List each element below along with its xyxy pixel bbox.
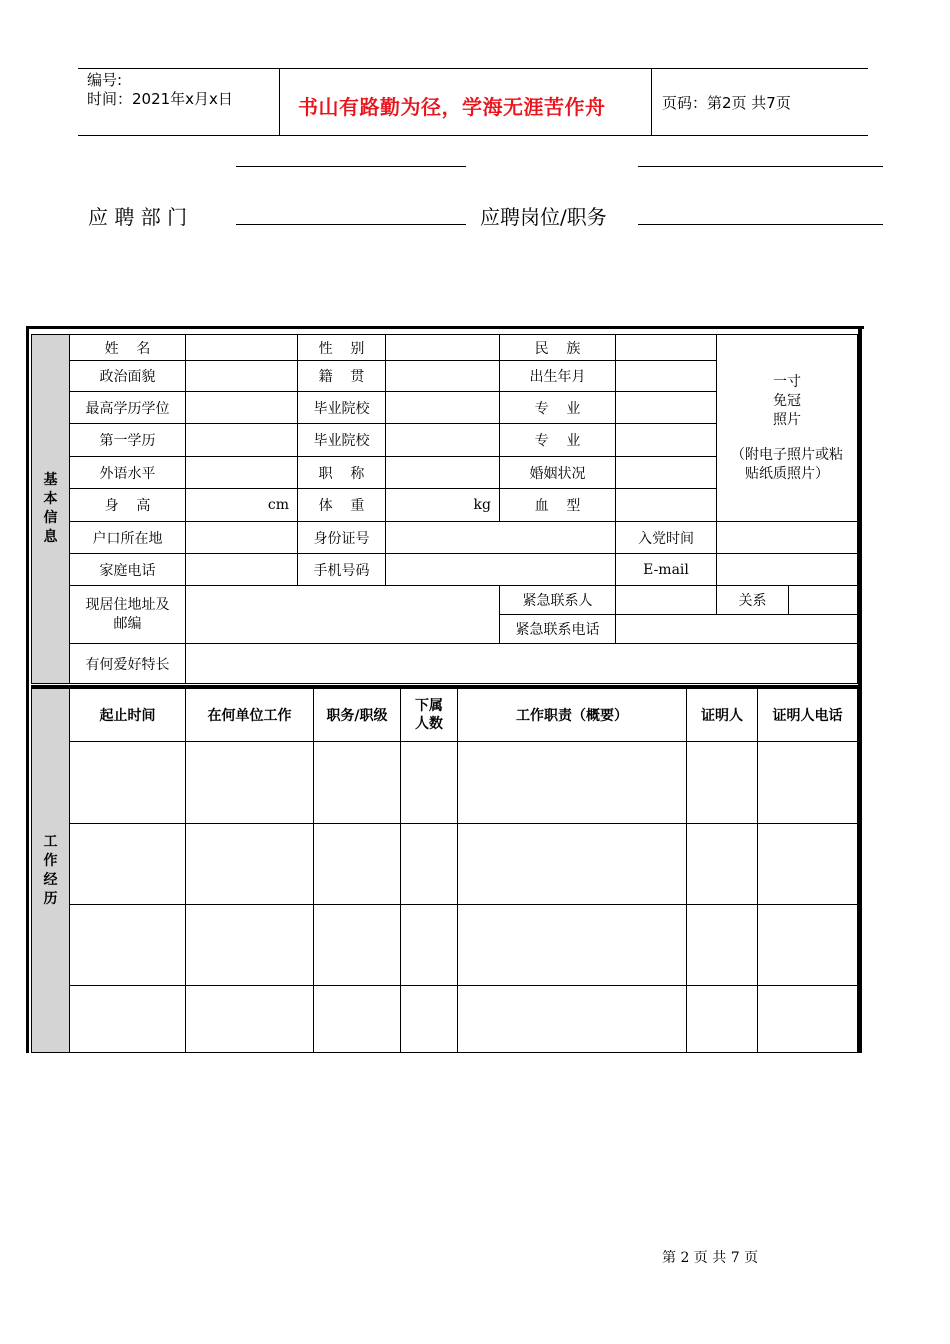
label-id-no: 身份证号 — [298, 522, 386, 554]
cell[interactable] — [70, 905, 186, 986]
field-blood[interactable] — [616, 489, 717, 522]
footer-page: 第 2 页 共 7 页 — [662, 1250, 759, 1266]
cell[interactable] — [401, 824, 458, 905]
cell[interactable] — [687, 986, 758, 1053]
label-origin: 籍 贯 — [298, 361, 386, 392]
cell[interactable] — [186, 905, 314, 986]
cell[interactable] — [458, 824, 687, 905]
work-experience-table — [31, 688, 858, 1053]
field-major[interactable] — [616, 392, 717, 424]
field-emergency[interactable] — [616, 586, 717, 615]
field-origin[interactable] — [386, 361, 500, 392]
field-marital[interactable] — [616, 457, 717, 489]
field-hobbies[interactable] — [186, 644, 858, 684]
header-top-rule — [78, 68, 868, 69]
label-politics: 政治面貌 — [70, 361, 186, 392]
field-top-degree[interactable] — [186, 392, 298, 424]
field-title[interactable] — [386, 457, 500, 489]
cell[interactable] — [314, 824, 401, 905]
label-address: 现居住地址及邮编 — [70, 586, 186, 644]
cell[interactable] — [186, 824, 314, 905]
field-politics[interactable] — [186, 361, 298, 392]
label-blood: 血 型 — [500, 489, 616, 522]
col-witness: 证明人 — [687, 689, 758, 742]
table-row — [32, 986, 858, 1053]
label-height: 身 高 — [70, 489, 186, 522]
cell[interactable] — [186, 742, 314, 824]
field-gender[interactable] — [386, 335, 500, 361]
label-grad-school: 毕业院校 — [298, 392, 386, 424]
field-relation[interactable] — [789, 586, 858, 615]
cell[interactable] — [758, 742, 858, 824]
cell[interactable] — [758, 986, 858, 1053]
label-major-2: 专 业 — [500, 424, 616, 457]
photo-note: （附电子照片或粘贴纸质照片） — [731, 446, 843, 482]
section-label-basic: 基本信息 — [32, 335, 70, 684]
frame-left — [26, 326, 29, 1053]
col-duties: 工作职责（概要） — [458, 689, 687, 742]
label-emergency: 紧急联系人 — [500, 586, 616, 615]
cell[interactable] — [401, 905, 458, 986]
col-subordinates: 下属人数 — [401, 689, 458, 742]
label-grad-school-2: 毕业院校 — [298, 424, 386, 457]
label-email: E-mail — [616, 554, 717, 586]
label-emergency-phone: 紧急联系电话 — [500, 615, 616, 644]
frame-top — [26, 326, 864, 329]
header-divider — [651, 68, 652, 136]
cell[interactable] — [458, 905, 687, 986]
cell[interactable] — [314, 986, 401, 1053]
cell[interactable] — [401, 742, 458, 824]
header-bottom-rule — [78, 135, 868, 136]
serial-label: 编号: — [87, 71, 123, 89]
blank-line — [236, 166, 466, 167]
field-emergency-phone[interactable] — [616, 615, 858, 644]
field-address[interactable] — [186, 586, 500, 644]
field-ethnicity[interactable] — [616, 335, 717, 361]
field-birth[interactable] — [616, 361, 717, 392]
field-mobile[interactable] — [386, 554, 616, 586]
cell[interactable] — [70, 986, 186, 1053]
field-email[interactable] — [717, 554, 858, 586]
cell[interactable] — [70, 824, 186, 905]
label-title: 职 称 — [298, 457, 386, 489]
field-party-date[interactable] — [717, 522, 858, 554]
label-birth: 出生年月 — [500, 361, 616, 392]
label-first-degree: 第一学历 — [70, 424, 186, 457]
cell[interactable] — [401, 986, 458, 1053]
field-weight[interactable] — [386, 489, 500, 522]
label-gender: 性 别 — [298, 335, 386, 361]
page-indicator: 页码：第2页 共7页 — [662, 94, 791, 112]
post-label: 应聘岗位/职务 — [480, 205, 607, 229]
cell[interactable] — [687, 905, 758, 986]
cell[interactable] — [687, 742, 758, 824]
label-weight: 体 重 — [298, 489, 386, 522]
cell[interactable] — [314, 905, 401, 986]
label-hukou: 户口所在地 — [70, 522, 186, 554]
photo-line3: 照片 — [773, 411, 801, 428]
dept-label: 应 聘 部 门 — [88, 205, 188, 229]
col-witness-phone: 证明人电话 — [758, 689, 858, 742]
cell[interactable] — [687, 824, 758, 905]
field-home-phone[interactable] — [186, 554, 298, 586]
label-marital: 婚姻状况 — [500, 457, 616, 489]
slogan: 书山有路勤为径，学海无涯苦作舟 — [298, 95, 606, 119]
label-ethnicity: 民 族 — [500, 335, 616, 361]
label-party-date: 入党时间 — [616, 522, 717, 554]
label-mobile: 手机号码 — [298, 554, 386, 586]
label-major: 专 业 — [500, 392, 616, 424]
cell[interactable] — [314, 742, 401, 824]
post-field[interactable] — [638, 224, 883, 225]
table-row — [32, 824, 858, 905]
label-language: 外语水平 — [70, 457, 186, 489]
photo-box[interactable] — [717, 335, 858, 522]
dept-field[interactable] — [236, 224, 466, 225]
field-name[interactable] — [186, 335, 298, 361]
unit-cm: cm — [267, 497, 289, 513]
cell[interactable] — [458, 986, 687, 1053]
cell[interactable] — [458, 742, 687, 824]
cell[interactable] — [758, 905, 858, 986]
field-height[interactable] — [186, 489, 298, 522]
cell[interactable] — [186, 986, 314, 1053]
photo-line2: 免冠 — [773, 392, 801, 409]
basic-info-table — [31, 334, 858, 684]
cell[interactable] — [758, 824, 858, 905]
field-hukou[interactable] — [186, 522, 298, 554]
blank-line — [638, 166, 883, 167]
label-top-degree: 最高学历学位 — [70, 392, 186, 424]
col-company: 在何单位工作 — [186, 689, 314, 742]
photo-line1: 一寸 — [773, 373, 801, 390]
col-period: 起止时间 — [70, 689, 186, 742]
section-label-work: 工作经历 — [32, 689, 70, 1053]
col-position: 职务/职级 — [314, 689, 401, 742]
field-grad-school-2[interactable] — [386, 424, 500, 457]
table-row — [32, 905, 858, 986]
unit-kg: kg — [473, 497, 491, 513]
frame-right — [858, 326, 862, 1053]
date-label: 时间：2021年x月x日 — [87, 90, 233, 108]
label-name: 姓 名 — [70, 335, 186, 361]
label-home-phone: 家庭电话 — [70, 554, 186, 586]
field-grad-school[interactable] — [386, 392, 500, 424]
label-relation: 关系 — [717, 586, 789, 615]
field-language[interactable] — [186, 457, 298, 489]
label-hobbies: 有何爱好特长 — [70, 644, 186, 684]
field-first-degree[interactable] — [186, 424, 298, 457]
table-row — [32, 742, 858, 824]
field-major-2[interactable] — [616, 424, 717, 457]
field-id-no[interactable] — [386, 522, 616, 554]
cell[interactable] — [70, 742, 186, 824]
header-divider — [279, 68, 280, 136]
